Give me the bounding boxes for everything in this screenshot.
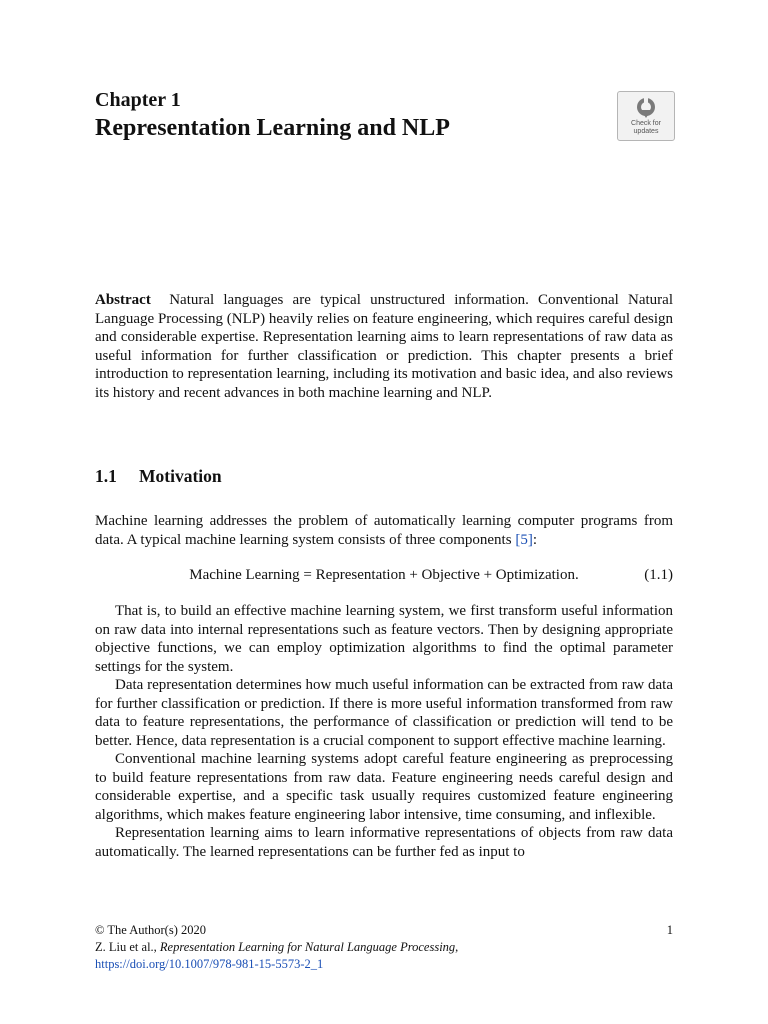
citation <box>95 939 673 956</box>
citation-link[interactable]: [5] <box>515 531 533 548</box>
citation-title: Representation Learning for Natural Language Processing <box>159 940 456 954</box>
section-number: 1.1 <box>95 466 117 486</box>
body-paragraph: That is, to build an effective machine learning system, we first transform useful information on raw data into internal representations such as feature vectors. Then by designing appropriate objective functions, we can employ optimization algorithms to find the optimal parameter settings for the system. <box>95 603 673 675</box>
footer <box>95 922 673 973</box>
body-paragraph: Data representation determines how much useful information can be extracted from raw data for further classification or prediction. If there is more useful information transformed from raw data to feature representations, the performance of classification or prediction will tend to be better. Hence, data representation is a crucial component to support effective machine learning. <box>95 677 673 749</box>
section-title: Motivation <box>139 466 222 486</box>
body-paragraph: Conventional machine learning systems adopt careful feature engineering as preprocessing to build feature representations from raw data. Feature engineering needs careful design and considerable expertise, and a specific task usually requires customized feature engineering algorithms, which makes feature engineering labor intensive, time consuming, and inflexible. <box>95 751 673 823</box>
page-number: 1 <box>666 923 673 937</box>
copyright: © The Author(s) 2020 <box>95 923 206 937</box>
body-paragraph: Representation learning aims to learn informative representations of objects from raw data automatically. The learned representations can be further fed as input to <box>95 825 673 860</box>
paragraph-intro <box>95 512 673 549</box>
chapter-title: Representation Learning and NLP <box>95 115 450 141</box>
check-for-updates-icon <box>632 96 660 120</box>
body-paragraphs <box>95 602 673 861</box>
citation-suffix: , <box>455 940 459 954</box>
abstract-text: Natural languages are typical unstructured information. Conventional Natural Language Processing (NLP) heavily relies on feature engineering, which requires careful design and considerable expertise. Representation learning aims to learn representations of raw data as useful information for further classification or prediction. This chapter presents a brief introduction to representation learning, including its motivation and basic idea, and also reviews its history and recent advances in both machine learning and NLP. <box>95 292 673 401</box>
paragraph-intro-end: : <box>532 531 537 548</box>
citation-prefix: Z. Liu et al., <box>95 940 160 954</box>
abstract-label: Abstract <box>95 292 151 308</box>
badge-text: Check for updates <box>631 120 661 135</box>
check-for-updates-badge[interactable] <box>617 91 675 141</box>
chapter-label: Chapter 1 <box>95 89 181 111</box>
abstract <box>95 291 673 402</box>
section-heading <box>95 465 222 487</box>
equation-number: (1.1) <box>644 567 673 583</box>
doi-link[interactable]: https://doi.org/10.1007/978-981-15-5573-2_1 <box>95 957 324 971</box>
paragraph-intro-text: Machine learning addresses the problem of automatically learning computer programs from data. A typical machine learning system consists of three components <box>95 513 673 548</box>
equation <box>95 566 673 586</box>
equation-body: Machine Learning = Representation + Objective + Optimization. <box>189 567 579 583</box>
